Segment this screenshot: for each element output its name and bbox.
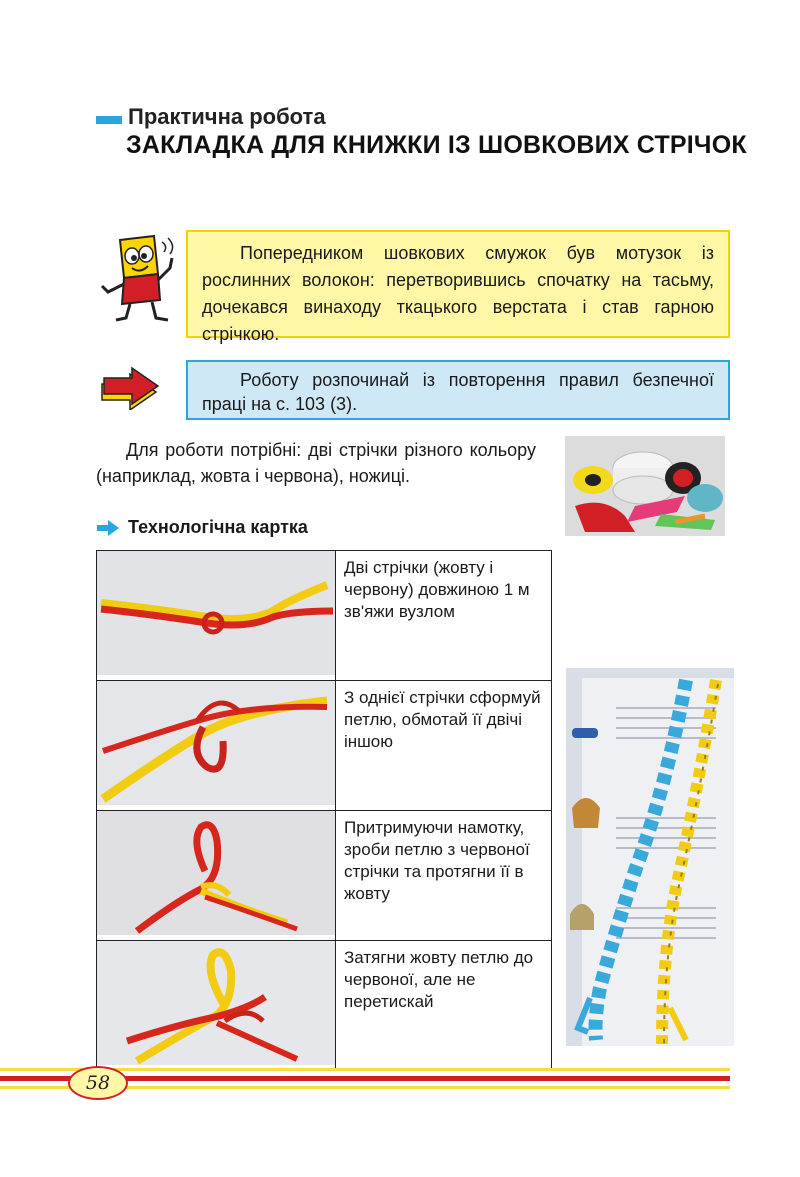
page-title: ЗАКЛАДКА ДЛЯ КНИЖКИ ІЗ ШОВКОВИХ СТРІЧОК bbox=[126, 131, 747, 159]
mascot-icon bbox=[98, 234, 178, 324]
table-row bbox=[97, 551, 552, 681]
safety-box bbox=[186, 360, 730, 420]
step-4-photo bbox=[97, 941, 335, 1065]
step-3-text: Притримуючи намотку, зроби петлю з червоної стрічки та протягни її в жовту bbox=[336, 811, 552, 941]
ribbons-photo bbox=[565, 436, 725, 536]
step-image-cell bbox=[97, 941, 336, 1071]
step-1-photo bbox=[97, 551, 335, 675]
step-3-photo bbox=[97, 811, 335, 935]
tech-card-table bbox=[96, 550, 552, 1071]
bookmark-photo bbox=[566, 668, 734, 1046]
table-row bbox=[97, 681, 552, 811]
materials-paragraph bbox=[96, 437, 536, 489]
step-4-text: Затягни жовту петлю до червоної, але не перетискай bbox=[336, 941, 552, 1071]
table-row bbox=[97, 941, 552, 1071]
page-number-text: 58 bbox=[85, 1072, 111, 1094]
red-arrow-icon bbox=[100, 364, 162, 410]
fact-text: Попередником шовкових смужок був мотузок із рослинних волокон: перетворившись спочатку на тасьму, дочекався винаходу ткацького верстата і став гарною стрічкою. bbox=[202, 243, 714, 344]
safety-text: Роботу розпочинай із повторення правил безпечної праці на с. 103 (3). bbox=[202, 370, 714, 414]
table-row bbox=[97, 811, 552, 941]
step-2-photo bbox=[97, 681, 335, 805]
materials-text: Для роботи потрібні: дві стрічки різного кольору (наприклад, жовта і червона), ножиці. bbox=[96, 440, 536, 486]
step-2-text: З однієї стрічки сформуй петлю, обмотай її двічі іншою bbox=[336, 681, 552, 811]
arrow-right-icon bbox=[96, 519, 120, 537]
step-image-cell bbox=[97, 551, 336, 681]
step-image-cell bbox=[97, 681, 336, 811]
page-number bbox=[68, 1066, 128, 1100]
tech-card-title: Технологічна картка bbox=[128, 517, 308, 537]
tech-card-heading bbox=[96, 517, 308, 538]
step-1-text: Дві стрічки (жовту і червону) довжиною 1 м зв'яжи вузлом bbox=[336, 551, 552, 681]
page-subtitle: Практична робота bbox=[128, 104, 326, 129]
fact-box bbox=[186, 230, 730, 344]
title-accent-bar bbox=[96, 116, 122, 124]
step-image-cell bbox=[97, 811, 336, 941]
